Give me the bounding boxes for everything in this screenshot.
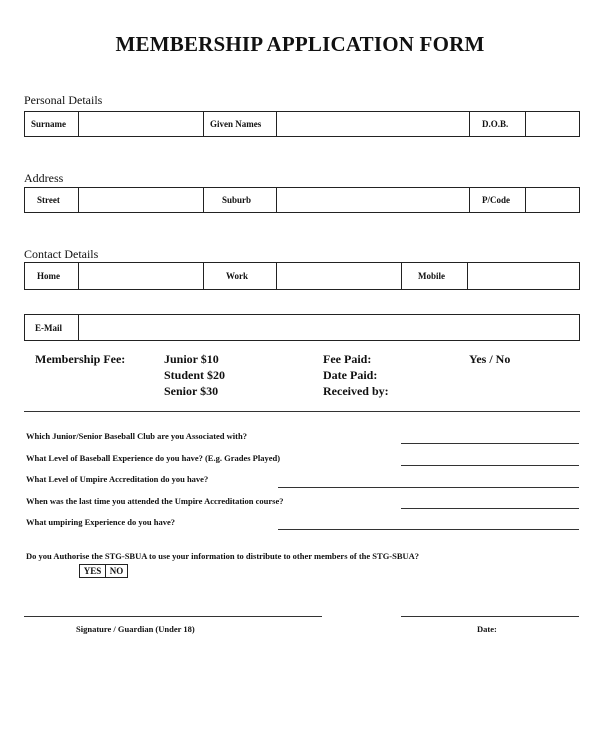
date-label: Date: (477, 624, 497, 634)
question-last-course: When was the last time you attended the Umpire Accreditation course? (26, 496, 284, 506)
fee-option-student: Student $20 (164, 368, 226, 382)
given-names-field[interactable] (277, 112, 470, 136)
fee-option-senior: Senior $30 (164, 384, 219, 398)
contact-details-row (24, 262, 580, 290)
dob-label: D.O.B. (470, 112, 526, 136)
surname-label: Surname (25, 112, 79, 136)
work-label: Work (204, 263, 277, 289)
contact-details-heading: Contact Details (24, 247, 99, 261)
mobile-field[interactable] (468, 263, 579, 289)
date-line[interactable] (401, 616, 579, 617)
yes-no-label: Yes / No (469, 352, 511, 366)
date-paid-label: Date Paid: (323, 368, 378, 382)
answer-line-baseball-experience[interactable] (401, 465, 579, 466)
answer-line-last-course[interactable] (401, 508, 579, 509)
authorise-yes-box[interactable]: YES (79, 564, 106, 578)
street-label: Street (25, 188, 79, 212)
question-club: Which Junior/Senior Baseball Club are you Associated with? (26, 431, 247, 441)
given-names-label: Given Names (204, 112, 277, 136)
received-by-label: Received by: (323, 384, 389, 398)
street-field[interactable] (79, 188, 204, 212)
section-divider (24, 411, 580, 412)
form-title: MEMBERSHIP APPLICATION FORM (115, 32, 485, 56)
personal-details-heading: Personal Details (24, 93, 103, 107)
work-phone-field[interactable] (277, 263, 402, 289)
home-phone-field[interactable] (79, 263, 204, 289)
pcode-label: P/Code (470, 188, 526, 212)
home-label: Home (25, 263, 79, 289)
question-umpire-level: What Level of Umpire Accreditation do you have? (26, 474, 209, 484)
suburb-label: Suburb (204, 188, 277, 212)
signature-label: Signature / Guardian (Under 18) (76, 624, 195, 634)
fee-paid-label: Fee Paid: (323, 352, 372, 366)
authorise-question: Do you Authorise the STG-SBUA to use your information to distribute to other members of the STG-SBUA? (26, 551, 420, 561)
suburb-field[interactable] (277, 188, 470, 212)
answer-line-club[interactable] (401, 443, 579, 444)
answer-line-umpiring-experience[interactable] (278, 529, 579, 530)
email-label: E-Mail (25, 315, 79, 340)
question-umpiring-experience: What umpiring Experience do you have? (26, 517, 175, 527)
personal-details-row (24, 111, 580, 137)
question-baseball-experience: What Level of Baseball Experience do you have? (E.g. Grades Played) (26, 453, 281, 463)
mobile-label: Mobile (402, 263, 468, 289)
address-heading: Address (24, 171, 64, 185)
answer-line-umpire-level[interactable] (278, 487, 579, 488)
fee-option-junior: Junior $10 (164, 352, 219, 366)
dob-field[interactable] (526, 112, 579, 136)
authorise-no-box[interactable]: NO (105, 564, 128, 578)
address-row (24, 187, 580, 213)
surname-field[interactable] (79, 112, 204, 136)
email-row (24, 314, 580, 341)
pcode-field[interactable] (526, 188, 579, 212)
membership-fee-label: Membership Fee: (35, 352, 126, 366)
email-field[interactable] (79, 315, 579, 340)
signature-line[interactable] (24, 616, 322, 617)
